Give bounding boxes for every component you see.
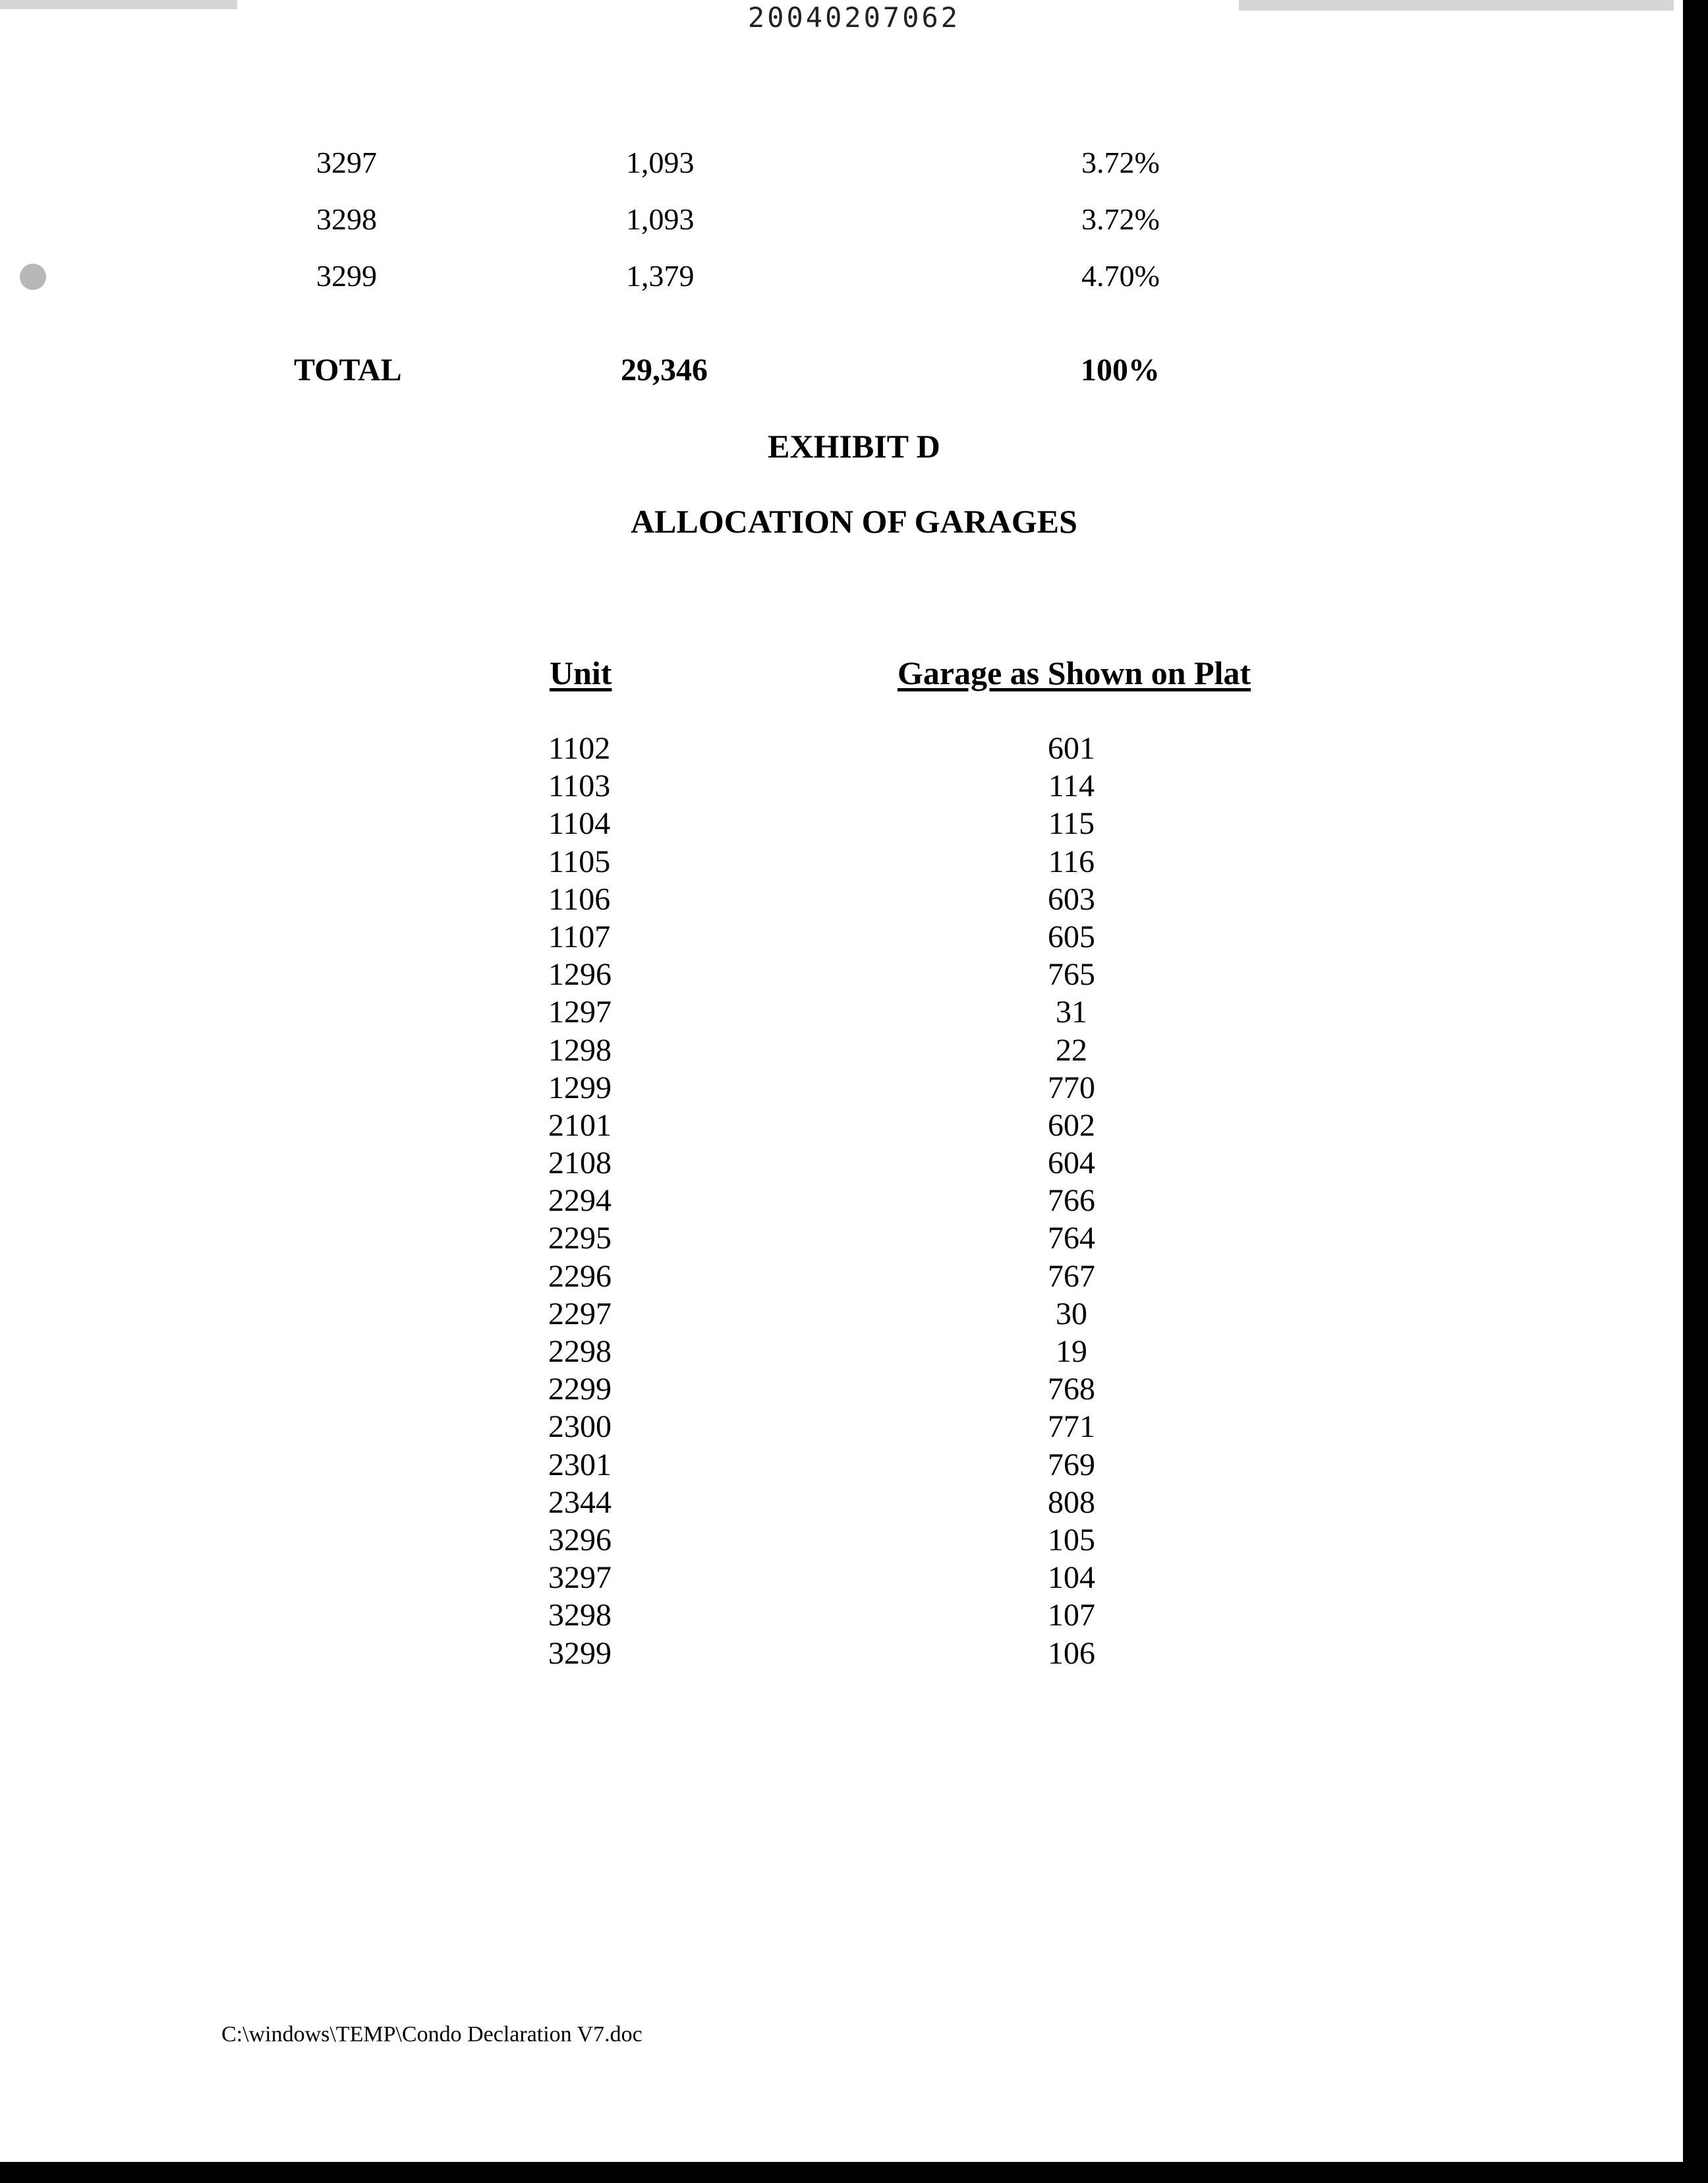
- garage-cell: 601: [1048, 731, 1095, 766]
- table-row: [0, 1219, 1708, 1257]
- total-sqft: 29,346: [621, 353, 708, 388]
- column-header-unit: Unit: [550, 655, 612, 691]
- table-row: [0, 1370, 1708, 1408]
- total-percent: 100%: [1081, 353, 1160, 388]
- garage-cell: 768: [1048, 1372, 1095, 1407]
- table-row: [0, 1408, 1708, 1445]
- garage-cell: 30: [1056, 1296, 1087, 1331]
- garage-allocation-table: [0, 730, 1708, 1672]
- table-row: [0, 1032, 1708, 1069]
- garage-cell: 604: [1048, 1146, 1095, 1181]
- scan-border-bottom: [0, 2162, 1708, 2183]
- unit-cell: 3296: [548, 1522, 612, 1557]
- document-id: 20040207062: [747, 1, 961, 34]
- garage-cell: 105: [1048, 1522, 1095, 1557]
- total-label: TOTAL: [294, 353, 402, 388]
- unit-cell: 2297: [548, 1296, 612, 1331]
- exhibit-subtitle: ALLOCATION OF GARAGES: [631, 503, 1077, 540]
- unit-cell: 2298: [548, 1334, 612, 1369]
- table-row: [0, 1484, 1708, 1521]
- unit-cell: 1107: [548, 919, 611, 954]
- unit-cell: 1103: [548, 769, 611, 804]
- garage-cell: 808: [1048, 1484, 1095, 1520]
- unit-cell: 1299: [548, 1070, 612, 1105]
- footer-file-path: C:\windows\TEMP\Condo Declaration V7.doc: [221, 2022, 642, 2047]
- garage-cell: 770: [1048, 1070, 1095, 1105]
- table-row: [0, 1333, 1708, 1370]
- top-row-sqft: 1,379: [626, 259, 695, 293]
- exhibit-title: EXHIBIT D: [768, 428, 940, 465]
- top-row-unit: 3298: [316, 202, 377, 236]
- unit-cell: 1296: [548, 957, 612, 993]
- unit-cell: 3298: [548, 1598, 612, 1633]
- garage-cell: 107: [1048, 1598, 1095, 1633]
- unit-cell: 2344: [548, 1484, 612, 1520]
- table-row: [0, 1521, 1708, 1559]
- unit-cell: 2296: [548, 1258, 612, 1294]
- garage-cell: 764: [1048, 1221, 1095, 1256]
- garage-cell: 605: [1048, 919, 1095, 954]
- unit-cell: 1106: [548, 881, 611, 917]
- table-row: [0, 1182, 1708, 1219]
- garage-cell: 115: [1048, 806, 1095, 842]
- unit-cell: 1297: [548, 995, 612, 1030]
- table-row: [0, 918, 1708, 956]
- top-row-percent: 3.72%: [1081, 202, 1160, 236]
- unit-cell: 1104: [548, 806, 611, 842]
- garage-cell: 104: [1048, 1560, 1095, 1596]
- top-row-sqft: 1,093: [626, 146, 695, 179]
- table-row: [0, 1144, 1708, 1182]
- garage-cell: 767: [1048, 1258, 1095, 1294]
- top-row-sqft: 1,093: [626, 202, 695, 236]
- scan-noise-left: [20, 264, 46, 290]
- column-header-garage: Garage as Shown on Plat: [897, 655, 1251, 691]
- table-row: [0, 956, 1708, 993]
- table-row: [0, 805, 1708, 842]
- garage-cell: 106: [1048, 1635, 1095, 1671]
- garage-cell: 771: [1048, 1409, 1095, 1445]
- unit-cell: 2108: [548, 1146, 612, 1181]
- unit-cell: 2294: [548, 1183, 612, 1219]
- top-row-percent: 3.72%: [1081, 146, 1160, 179]
- unit-cell: 3297: [548, 1560, 612, 1596]
- table-row: [0, 730, 1708, 767]
- table-row: [0, 1295, 1708, 1333]
- table-row: [0, 1107, 1708, 1144]
- unit-cell: 2300: [548, 1409, 612, 1445]
- unit-cell: 2299: [548, 1372, 612, 1407]
- garage-cell: 602: [1048, 1107, 1095, 1143]
- top-row-unit: 3297: [316, 146, 377, 179]
- unit-cell: 1102: [548, 731, 611, 766]
- table-row: [0, 767, 1708, 805]
- garage-cell: 765: [1048, 957, 1095, 993]
- top-row-percent: 4.70%: [1081, 259, 1160, 293]
- table-row: [0, 1559, 1708, 1596]
- unit-cell: 2295: [548, 1221, 612, 1256]
- table-row: [0, 1069, 1708, 1107]
- garage-cell: 116: [1048, 844, 1095, 879]
- garage-cell: 19: [1056, 1334, 1087, 1369]
- table-row: [0, 881, 1708, 918]
- garage-cell: 603: [1048, 881, 1095, 917]
- unit-cell: 2301: [548, 1447, 612, 1482]
- table-row: [0, 843, 1708, 881]
- table-row: [0, 1635, 1708, 1672]
- garage-cell: 31: [1056, 995, 1087, 1030]
- table-row: [0, 993, 1708, 1031]
- table-row: [0, 1446, 1708, 1484]
- garage-cell: 769: [1048, 1447, 1095, 1482]
- unit-cell: 2101: [548, 1107, 612, 1143]
- garage-cell: 22: [1056, 1032, 1087, 1068]
- unit-cell: 3299: [548, 1635, 612, 1671]
- top-row-unit: 3299: [316, 259, 377, 293]
- garage-cell: 114: [1048, 769, 1095, 804]
- table-row: [0, 1596, 1708, 1634]
- table-row: [0, 1258, 1708, 1295]
- garage-cell: 766: [1048, 1183, 1095, 1219]
- unit-cell: 1105: [548, 844, 611, 879]
- unit-cell: 1298: [548, 1032, 612, 1068]
